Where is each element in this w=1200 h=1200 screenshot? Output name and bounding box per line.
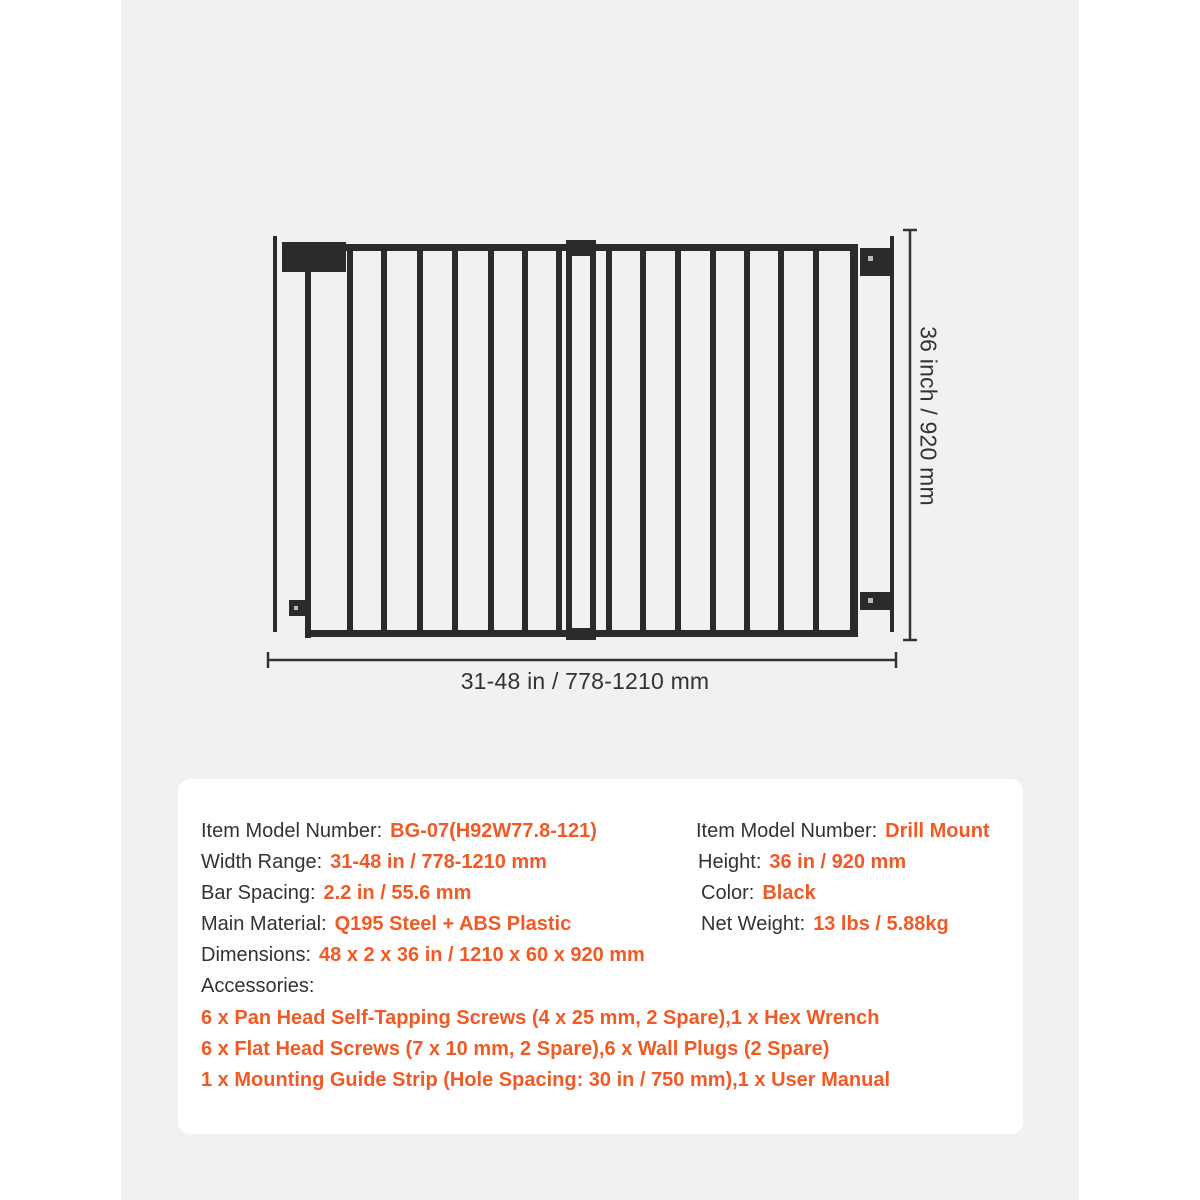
right-mount-plate: [890, 236, 894, 632]
center-latch-bottom: [566, 628, 596, 640]
spec-height: [698, 848, 906, 876]
gate-bar: [710, 251, 716, 631]
gate-bar: [606, 251, 612, 631]
spec-value: 48 x 2 x 36 in / 1210 x 60 x 920 mm: [319, 944, 645, 966]
gate-bar: [744, 251, 750, 631]
accessories-label: Accessories:: [201, 975, 315, 997]
spec-value: 31-48 in / 778-1210 mm: [330, 851, 547, 873]
gate-bar: [778, 251, 784, 631]
spec-label: Main Material:: [201, 913, 327, 935]
accessory-item: 6 x Flat Head Screws (7 x 10 mm, 2 Spare),6 x Wall Plugs (2 Spare): [201, 1038, 830, 1060]
spec-label: Item Model Number:: [696, 820, 878, 842]
spec-value: BG-07(H92W77.8-121): [390, 820, 597, 842]
spec-label: Dimensions:: [201, 944, 312, 966]
spec-model-right: [696, 817, 990, 845]
left-bottom-bracket: [289, 600, 311, 616]
spec-label: Color:: [701, 882, 755, 904]
spec-value: 2.2 in / 55.6 mm: [323, 882, 472, 904]
gate-bar: [381, 251, 387, 631]
gate-bar: [640, 251, 646, 631]
accessory-item: 1 x Mounting Guide Strip (Hole Spacing: 30 in / 750 mm),1 x User Manual: [201, 1069, 891, 1091]
gate-bar: [417, 251, 423, 631]
spec-dimensions: [201, 941, 645, 969]
spec-color: [701, 879, 816, 907]
gate-bar: [347, 251, 353, 631]
gate-bar: [556, 251, 562, 631]
accessory-item: 6 x Pan Head Self-Tapping Screws (4 x 25 mm, 2 Spare),1 x Hex Wrench: [201, 1007, 880, 1029]
spec-value: Black: [762, 882, 816, 904]
center-post-right: [590, 250, 596, 638]
gate-bar: [488, 251, 494, 631]
spec-value: 13 lbs / 5.88kg: [813, 913, 949, 935]
center-post-left: [566, 250, 572, 638]
gate-bar: [522, 251, 528, 631]
spec-width-range: [201, 848, 547, 876]
right-top-hinge: [860, 248, 890, 276]
height-dimension-label: 36 inch / 920 mm: [915, 326, 942, 506]
gate-bar: [813, 251, 819, 631]
spec-label: Item Model Number:: [201, 820, 383, 842]
screw-dot: [868, 256, 873, 261]
gate-bar: [452, 251, 458, 631]
left-mount-plate: [273, 236, 277, 632]
spec-bar-spacing: [201, 879, 471, 907]
spec-label: Net Weight:: [701, 913, 806, 935]
width-dimension-line: [268, 652, 896, 668]
screw-dot: [868, 598, 873, 603]
spec-label: Height:: [698, 851, 762, 873]
spec-value: Drill Mount: [885, 820, 990, 842]
right-frame-post: [850, 244, 858, 637]
spec-value: Q195 Steel + ABS Plastic: [334, 913, 572, 935]
right-bottom-hinge: [860, 592, 890, 610]
spec-label: Bar Spacing:: [201, 882, 316, 904]
left-frame-post: [305, 266, 311, 638]
spec-label: Width Range:: [201, 851, 323, 873]
spec-net-weight: [701, 910, 949, 938]
spec-main-material: [201, 910, 571, 938]
width-dimension-label: 31-48 in / 778-1210 mm: [460, 668, 710, 694]
screw-dot: [294, 606, 298, 610]
spec-model-left: [201, 817, 597, 845]
spec-value: 36 in / 920 mm: [769, 851, 907, 873]
gate-bar: [675, 251, 681, 631]
